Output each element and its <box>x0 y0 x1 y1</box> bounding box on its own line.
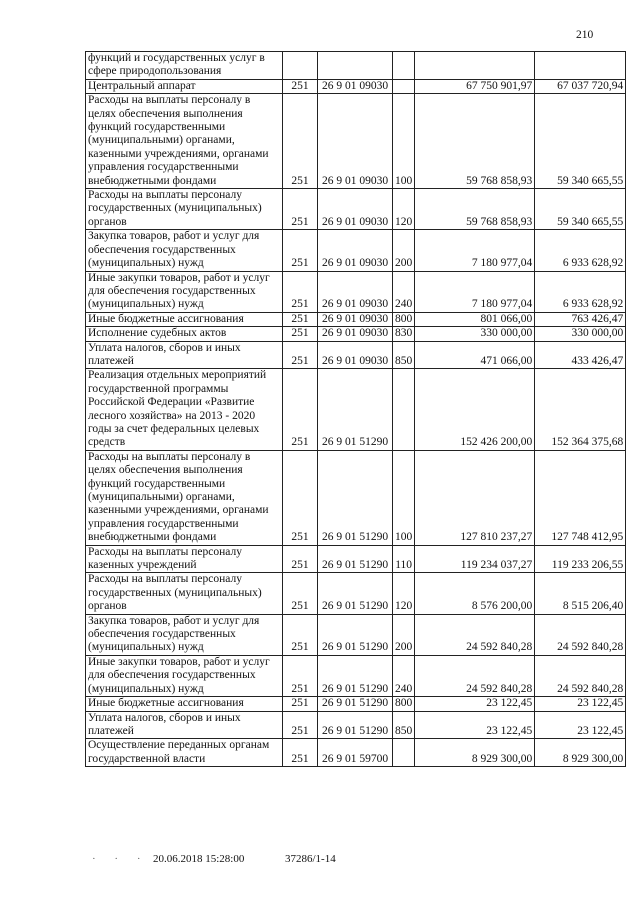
cell-sum-planned: 7 180 977,04 <box>415 230 535 271</box>
cell-csr: 26 9 01 51290 <box>318 369 393 450</box>
cell-name: Расходы на выплаты персоналу государственных (муниципальных) органов <box>86 189 283 230</box>
cell-csr: 26 9 01 09030 <box>318 230 393 271</box>
table-row <box>86 369 626 450</box>
footer-document-code: 37286/1-14 <box>285 853 336 865</box>
table-row <box>86 697 626 711</box>
cell-csr: 26 9 01 09030 <box>318 271 393 312</box>
cell-name: Закупка товаров, работ и услуг для обеспечения государственных (муниципальных) нужд <box>86 614 283 655</box>
cell-sum-executed: 119 233 206,55 <box>535 545 626 573</box>
cell-vr: 120 <box>393 573 415 614</box>
cell-sum-executed: 433 426,47 <box>535 341 626 369</box>
cell-csr: 26 9 01 09030 <box>318 94 393 189</box>
cell-name: Центральный аппарат <box>86 79 283 93</box>
cell-ved: 251 <box>283 79 318 93</box>
cell-sum-planned: 8 929 300,00 <box>415 739 535 767</box>
page-number: 210 <box>576 29 594 41</box>
cell-sum-planned: 127 810 237,27 <box>415 450 535 545</box>
table-row <box>86 52 626 80</box>
cell-vr: 850 <box>393 711 415 739</box>
cell-ved: 251 <box>283 327 318 341</box>
cell-sum-planned: 801 066,00 <box>415 312 535 326</box>
table-row <box>86 94 626 189</box>
cell-sum-executed: 24 592 840,28 <box>535 614 626 655</box>
table-row <box>86 189 626 230</box>
cell-ved: 251 <box>283 230 318 271</box>
cell-sum-executed: 23 122,45 <box>535 711 626 739</box>
cell-name: Иные закупки товаров, работ и услуг для обеспечения государственных (муниципальных) нужд <box>86 655 283 696</box>
cell-ved: 251 <box>283 697 318 711</box>
cell-csr: 26 9 01 09030 <box>318 189 393 230</box>
cell-name: функций и государственных услуг в сфере природопользования <box>86 52 283 80</box>
cell-csr: 26 9 01 51290 <box>318 545 393 573</box>
cell-sum-executed: 8 515 206,40 <box>535 573 626 614</box>
cell-ved: 251 <box>283 711 318 739</box>
cell-csr: 26 9 01 09030 <box>318 341 393 369</box>
cell-sum-executed: 23 122,45 <box>535 697 626 711</box>
cell-ved: 251 <box>283 312 318 326</box>
cell-name: Исполнение судебных актов <box>86 327 283 341</box>
cell-csr: 26 9 01 51290 <box>318 614 393 655</box>
cell-csr: 26 9 01 51290 <box>318 573 393 614</box>
cell-vr: 200 <box>393 614 415 655</box>
cell-csr: 26 9 01 09030 <box>318 79 393 93</box>
table-row <box>86 312 626 326</box>
cell-vr: 850 <box>393 341 415 369</box>
cell-vr: 800 <box>393 312 415 326</box>
cell-ved: 251 <box>283 94 318 189</box>
cell-sum-planned: 7 180 977,04 <box>415 271 535 312</box>
cell-sum-planned: 119 234 037,27 <box>415 545 535 573</box>
cell-sum-executed: 127 748 412,95 <box>535 450 626 545</box>
cell-vr: 100 <box>393 450 415 545</box>
cell-sum-executed: 59 340 665,55 <box>535 189 626 230</box>
table-row <box>86 341 626 369</box>
cell-sum-planned: 59 768 858,93 <box>415 189 535 230</box>
table-row <box>86 230 626 271</box>
table-row <box>86 271 626 312</box>
cell-sum-executed: 152 364 375,68 <box>535 369 626 450</box>
cell-name: Иные бюджетные ассигнования <box>86 697 283 711</box>
cell-vr: 200 <box>393 230 415 271</box>
cell-ved: 251 <box>283 614 318 655</box>
cell-name: Расходы на выплаты персоналу казенных учреждений <box>86 545 283 573</box>
cell-name: Уплата налогов, сборов и иных платежей <box>86 341 283 369</box>
cell-vr: 800 <box>393 697 415 711</box>
cell-vr <box>393 739 415 767</box>
table-row <box>86 739 626 767</box>
cell-sum-planned: 23 122,45 <box>415 711 535 739</box>
cell-ved: 251 <box>283 573 318 614</box>
cell-sum-executed <box>535 52 626 80</box>
cell-ved: 251 <box>283 189 318 230</box>
cell-name: Расходы на выплаты персоналу в целях обеспечения выполнения функций государственными (муниципальными) органами, казенными учреждениями, органами управления государственными внебюджетными фондами <box>86 450 283 545</box>
cell-name: Иные закупки товаров, работ и услуг для обеспечения государственных (муниципальных) нужд <box>86 271 283 312</box>
cell-csr: 26 9 01 51290 <box>318 655 393 696</box>
footer-dots: · · · <box>92 853 149 865</box>
cell-sum-executed: 24 592 840,28 <box>535 655 626 696</box>
table-row <box>86 711 626 739</box>
table-row <box>86 79 626 93</box>
cell-sum-planned: 8 576 200,00 <box>415 573 535 614</box>
cell-sum-planned: 471 066,00 <box>415 341 535 369</box>
cell-sum-planned: 23 122,45 <box>415 697 535 711</box>
table-row <box>86 655 626 696</box>
cell-ved: 251 <box>283 545 318 573</box>
cell-sum-executed: 59 340 665,55 <box>535 94 626 189</box>
cell-sum-executed: 6 933 628,92 <box>535 271 626 312</box>
cell-ved: 251 <box>283 739 318 767</box>
cell-ved: 251 <box>283 271 318 312</box>
cell-name: Иные бюджетные ассигнования <box>86 312 283 326</box>
cell-vr <box>393 79 415 93</box>
cell-sum-executed: 330 000,00 <box>535 327 626 341</box>
table-row <box>86 327 626 341</box>
cell-csr: 26 9 01 59700 <box>318 739 393 767</box>
cell-csr: 26 9 01 51290 <box>318 450 393 545</box>
cell-vr <box>393 52 415 80</box>
cell-sum-planned: 67 750 901,97 <box>415 79 535 93</box>
table-row <box>86 614 626 655</box>
footer-timestamp: 20.06.2018 15:28:00 <box>153 853 245 865</box>
cell-csr: 26 9 01 51290 <box>318 711 393 739</box>
cell-sum-planned: 24 592 840,28 <box>415 655 535 696</box>
cell-ved: 251 <box>283 450 318 545</box>
cell-vr: 110 <box>393 545 415 573</box>
cell-sum-planned: 24 592 840,28 <box>415 614 535 655</box>
cell-name: Расходы на выплаты персоналу государственных (муниципальных) органов <box>86 573 283 614</box>
cell-csr: 26 9 01 09030 <box>318 327 393 341</box>
budget-table <box>85 51 626 767</box>
cell-vr: 100 <box>393 94 415 189</box>
cell-sum-planned: 152 426 200,00 <box>415 369 535 450</box>
cell-vr <box>393 369 415 450</box>
table-row <box>86 450 626 545</box>
cell-vr: 120 <box>393 189 415 230</box>
table-row <box>86 573 626 614</box>
cell-ved: 251 <box>283 341 318 369</box>
cell-sum-planned: 59 768 858,93 <box>415 94 535 189</box>
table-row <box>86 545 626 573</box>
cell-ved <box>283 52 318 80</box>
cell-name: Закупка товаров, работ и услуг для обеспечения государственных (муниципальных) нужд <box>86 230 283 271</box>
cell-sum-executed: 67 037 720,94 <box>535 79 626 93</box>
cell-sum-executed: 763 426,47 <box>535 312 626 326</box>
cell-csr: 26 9 01 09030 <box>318 312 393 326</box>
cell-sum-executed: 6 933 628,92 <box>535 230 626 271</box>
cell-name: Осуществление переданных органам государственной власти <box>86 739 283 767</box>
cell-vr: 240 <box>393 271 415 312</box>
cell-sum-planned <box>415 52 535 80</box>
cell-vr: 830 <box>393 327 415 341</box>
cell-ved: 251 <box>283 369 318 450</box>
cell-ved: 251 <box>283 655 318 696</box>
cell-vr: 240 <box>393 655 415 696</box>
cell-name: Реализация отдельных мероприятий государственной программы Российской Федерации «Развитие лесного хозяйства» на 2013 - 2020 годы за счет федеральных целевых средств <box>86 369 283 450</box>
cell-csr <box>318 52 393 80</box>
cell-name: Расходы на выплаты персоналу в целях обеспечения выполнения функций государственными (муниципальными) органами, казенными учреждениями, органами управления государственными внебюджетными фондами <box>86 94 283 189</box>
cell-name: Уплата налогов, сборов и иных платежей <box>86 711 283 739</box>
cell-csr: 26 9 01 51290 <box>318 697 393 711</box>
cell-sum-executed: 8 929 300,00 <box>535 739 626 767</box>
cell-sum-planned: 330 000,00 <box>415 327 535 341</box>
